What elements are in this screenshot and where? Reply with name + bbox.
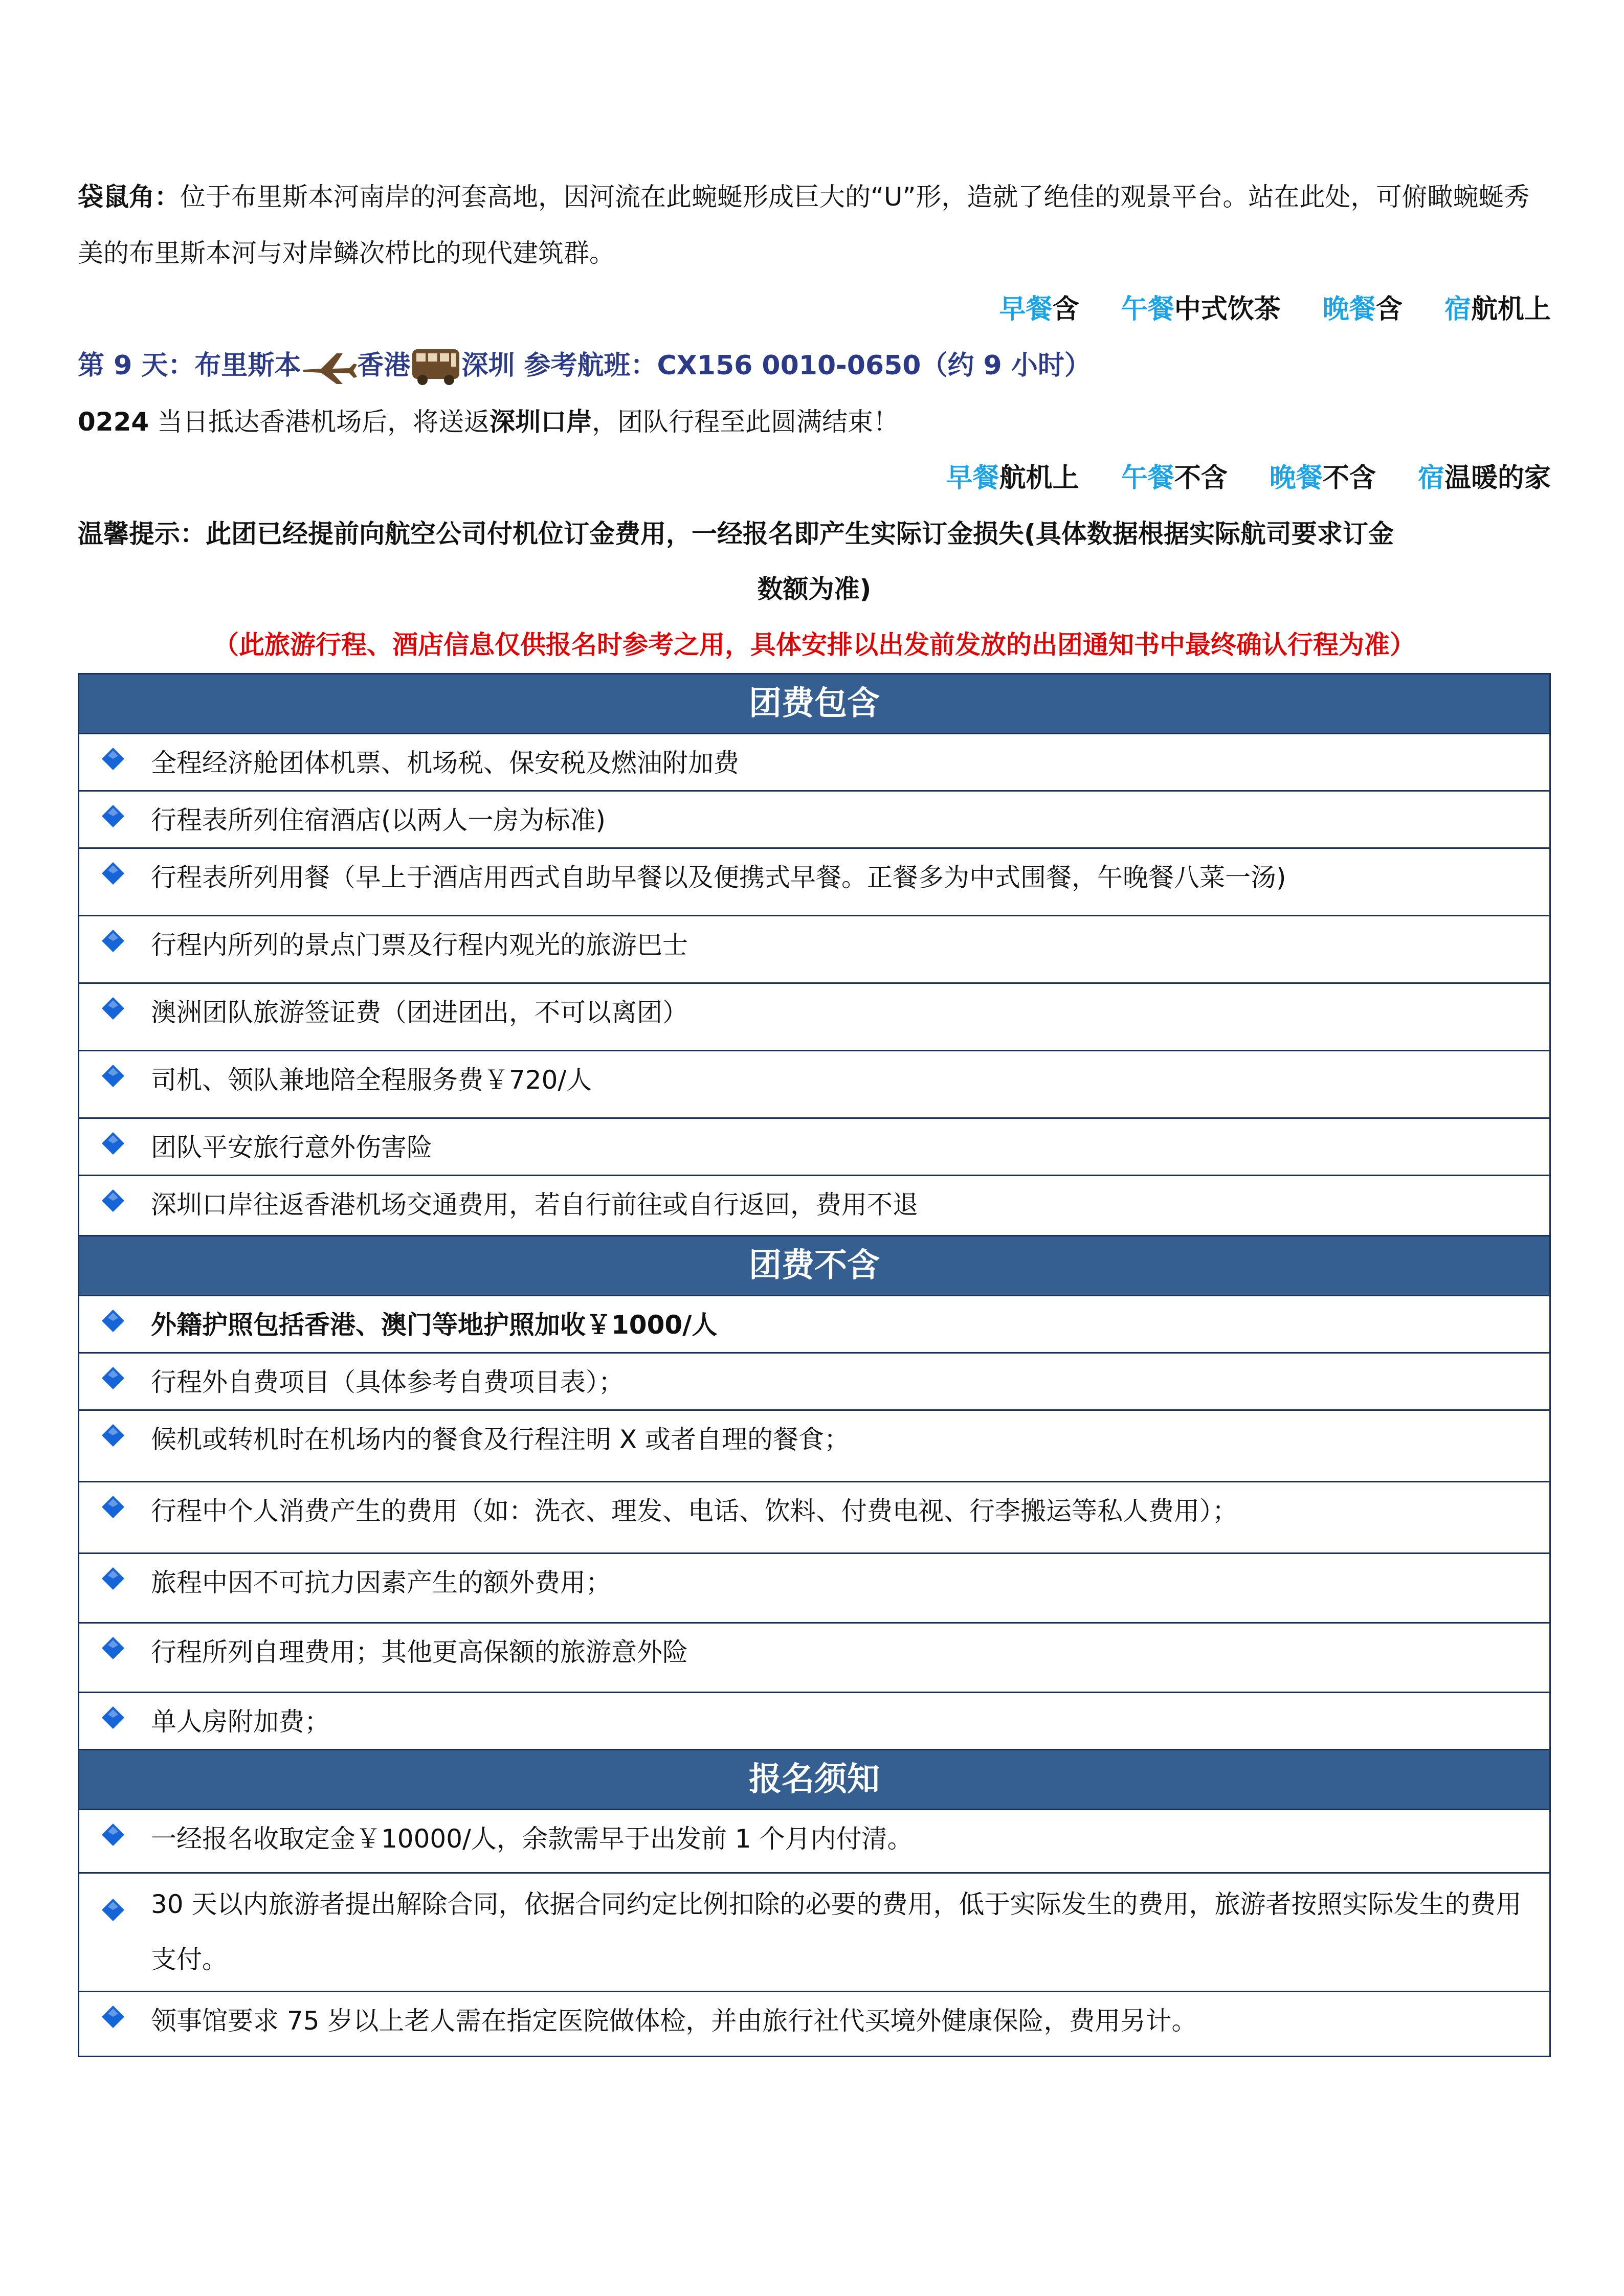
reference-notice: （此旅游行程、酒店信息仅供报名时参考之用，具体安排以出发前发放的出团通知书中最终确认行程为准） <box>213 630 1415 660</box>
diamond-bullet-icon <box>100 1422 126 1449</box>
fee-table <box>78 673 1551 2057</box>
section-header-registration: 报名须知 <box>79 1750 1549 1810</box>
item-text: 外籍护照包括香港、澳门等地护照加收￥1000/人 <box>151 1310 718 1340</box>
diamond-bullet-icon <box>100 1494 126 1520</box>
itinerary-page <box>78 169 1551 2057</box>
list-item <box>79 1176 1549 1236</box>
meal-label: 宿 <box>1444 294 1471 325</box>
list-item <box>79 1482 1549 1554</box>
intro-label: 袋鼠角： <box>78 182 180 212</box>
meal-label: 晚餐 <box>1322 294 1376 325</box>
item-text: 团队平安旅行意外伤害险 <box>151 1133 432 1162</box>
meal-value: 含 <box>1375 294 1403 325</box>
section-header-excluded: 团费不含 <box>79 1236 1549 1296</box>
item-text: 候机或转机时在机场内的餐食及行程注明 X 或者自理的餐食； <box>151 1425 850 1454</box>
item-text: 领事馆要求 75 岁以上老人需在指定医院做体检，并由旅行社代买境外健康保险，费用另计。 <box>151 2006 1197 2036</box>
day9-mid: 香港 <box>357 350 411 381</box>
item-text: 行程中个人消费产生的费用（如：洗衣、理发、电话、饮料、付费电视、行李搬运等私人费用）； <box>151 1496 1238 1526</box>
day9-prefix: 第 9 天：布里斯本 <box>78 350 301 381</box>
item-text: 司机、领队兼地陪全程服务费￥720/人 <box>151 1065 592 1095</box>
diamond-bullet-icon <box>100 1821 126 1848</box>
diamond-bullet-icon <box>100 1130 126 1157</box>
meal-value: 温暖的家 <box>1444 463 1551 493</box>
day9-description <box>78 394 1551 450</box>
diamond-bullet-icon <box>100 928 126 954</box>
list-item <box>79 1411 1549 1482</box>
warm-tip-line1: 温馨提示：此团已经提前向航空公司付机位订金费用，一经报名即产生实际订金损失(具体数据根据实际航司要求订金 <box>78 519 1394 549</box>
meal-value: 含 <box>1052 294 1079 325</box>
meals-day9 <box>78 450 1551 506</box>
list-item <box>79 1624 1549 1693</box>
meal-value: 中式饮茶 <box>1174 294 1281 325</box>
item-text: 全程经济舱团体机票、机场税、保安税及燃油附加费 <box>151 748 739 778</box>
airplane-icon <box>301 349 357 385</box>
item-text: 行程表所列住宿酒店(以两人一房为标准) <box>151 805 606 835</box>
diamond-bullet-icon <box>100 1187 126 1214</box>
meals-day8 <box>78 281 1551 337</box>
diamond-bullet-icon <box>100 1704 126 1731</box>
list-item <box>79 1296 1549 1354</box>
warm-tip <box>78 506 1551 617</box>
list-item <box>79 734 1549 792</box>
meal-label: 早餐 <box>946 463 999 493</box>
list-item <box>79 1119 1549 1176</box>
day9-end: 深圳 参考航班：CX156 0010-0650（约 9 小时） <box>461 350 1091 381</box>
meal-value: 不含 <box>1322 463 1376 493</box>
day9-text-end: ，团队行程至此圆满结束！ <box>592 407 899 437</box>
diamond-bullet-icon <box>100 1063 126 1089</box>
meal-value: 不含 <box>1174 463 1228 493</box>
item-text: 一经报名收取定金￥10000/人，余款需早于出发前 1 个月内付清。 <box>151 1824 913 1854</box>
meal-label: 午餐 <box>1121 294 1174 325</box>
diamond-bullet-icon <box>100 1635 126 1661</box>
list-item <box>79 849 1549 916</box>
meal-label: 午餐 <box>1121 463 1174 493</box>
intro-paragraph <box>78 169 1551 281</box>
list-item <box>79 1051 1549 1119</box>
list-item <box>79 792 1549 849</box>
warm-tip-line2: 数额为准) <box>757 574 872 604</box>
diamond-bullet-icon <box>100 1887 126 1914</box>
item-text: 单人房附加费； <box>151 1707 330 1737</box>
meal-value: 航机上 <box>1471 294 1551 325</box>
meal-label: 早餐 <box>999 294 1053 325</box>
diamond-bullet-icon <box>100 1365 126 1391</box>
item-text: 30 天以内旅游者提出解除合同，依据合同约定比例扣除的必要的费用，低于实际发生的费用，旅游者按照实际发生的费用支付。 <box>151 1889 1522 1974</box>
item-text: 行程外自费项目（具体参考自费项目表）； <box>151 1367 624 1397</box>
diamond-bullet-icon <box>100 803 126 829</box>
item-text: 行程所列自理费用；其他更高保额的旅游意外险 <box>151 1637 688 1667</box>
list-item <box>79 1354 1549 1411</box>
meal-label: 晚餐 <box>1269 463 1323 493</box>
list-item <box>79 1693 1549 1750</box>
day9-text: 当日抵达香港机场后，将送返 <box>149 407 490 437</box>
item-text: 澳洲团队旅游签证费（团进团出，不可以离团） <box>151 998 688 1027</box>
item-text: 行程内所列的景点门票及行程内观光的旅游巴士 <box>151 930 688 960</box>
list-item <box>79 1810 1549 1874</box>
list-item <box>79 1554 1549 1624</box>
day9-code: 0224 <box>78 407 149 437</box>
diamond-bullet-icon <box>100 1565 126 1592</box>
diamond-bullet-icon <box>100 860 126 887</box>
day9-title <box>78 337 1551 394</box>
meal-value: 航机上 <box>999 463 1079 493</box>
item-text: 深圳口岸往返香港机场交通费用，若自行前往或自行返回，费用不退 <box>151 1190 918 1220</box>
diamond-bullet-icon <box>100 746 126 772</box>
list-item <box>79 984 1549 1051</box>
list-item <box>79 1992 1549 2056</box>
diamond-bullet-icon <box>100 995 126 1022</box>
list-item <box>79 916 1549 984</box>
diamond-bullet-icon <box>100 2004 126 2030</box>
item-text: 旅程中因不可抗力因素产生的额外费用； <box>151 1568 611 1597</box>
meal-label: 宿 <box>1417 463 1444 493</box>
section-header-included: 团费包含 <box>79 674 1549 734</box>
diamond-bullet-icon <box>100 1308 126 1334</box>
day9-bold: 深圳口岸 <box>490 407 592 437</box>
item-text: 行程表所列用餐（早上于酒店用西式自助早餐以及便携式早餐。正餐多为中式围餐，午晚餐八菜一汤) <box>151 863 1286 892</box>
intro-text: 位于布里斯本河南岸的河套高地，因河流在此蜿蜒形成巨大的“U”形，造就了绝佳的观景平台。站在此处，可俯瞰蜿蜒秀美的布里斯本河与对岸鳞次栉比的现代建筑群。 <box>78 182 1530 268</box>
list-item <box>79 1874 1549 1992</box>
bus-icon <box>410 347 461 387</box>
